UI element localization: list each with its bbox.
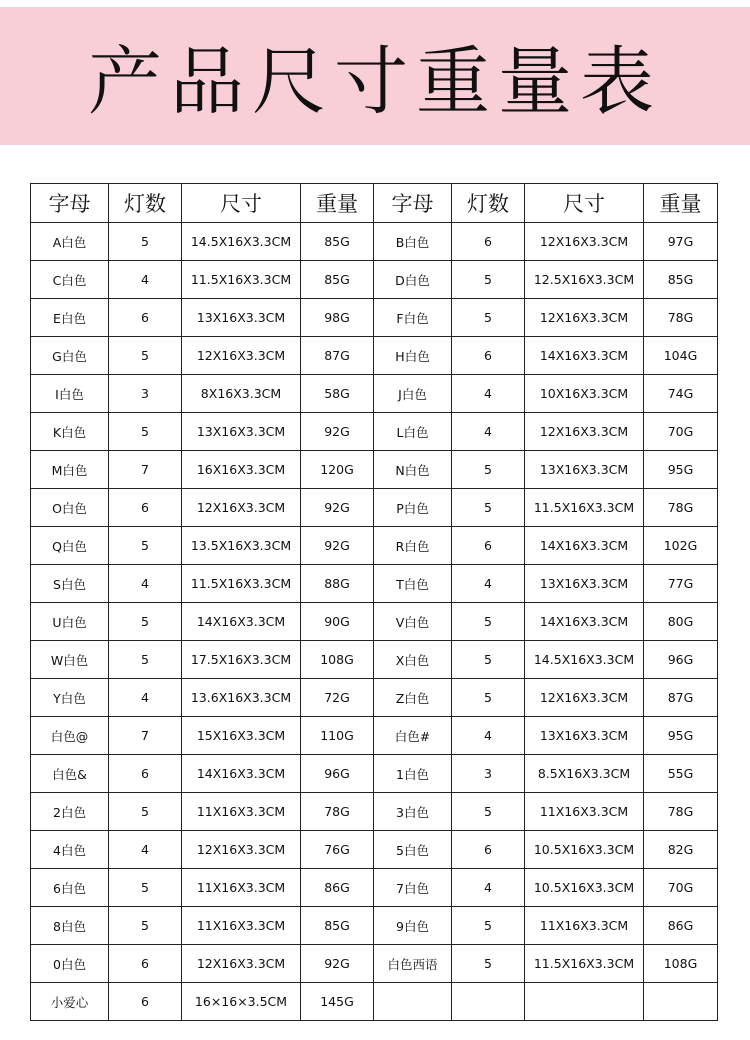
cell-weight-2: 97G bbox=[644, 223, 718, 261]
cell-size: 17.5X16X3.3CM bbox=[182, 641, 301, 679]
cell-size-2: 14.5X16X3.3CM bbox=[525, 641, 644, 679]
cell-weight-2: 74G bbox=[644, 375, 718, 413]
cell-size: 12X16X3.3CM bbox=[182, 337, 301, 375]
table-row bbox=[31, 717, 718, 755]
cell-weight-2: 87G bbox=[644, 679, 718, 717]
cell-weight: 110G bbox=[301, 717, 374, 755]
cell-letter: E白色 bbox=[31, 299, 109, 337]
cell-letter: 2白色 bbox=[31, 793, 109, 831]
cell-letter: 白色@ bbox=[31, 717, 109, 755]
cell-light-count: 5 bbox=[109, 337, 182, 375]
cell-weight: 90G bbox=[301, 603, 374, 641]
cell-letter-2: 1白色 bbox=[374, 755, 452, 793]
table-row bbox=[31, 299, 718, 337]
cell-light-count-2: 5 bbox=[452, 261, 525, 299]
cell-weight-2: 102G bbox=[644, 527, 718, 565]
cell-weight: 145G bbox=[301, 983, 374, 1021]
cell-weight: 78G bbox=[301, 793, 374, 831]
header-light-count-2: 灯数 bbox=[452, 184, 525, 223]
cell-weight: 92G bbox=[301, 945, 374, 983]
cell-size: 13X16X3.3CM bbox=[182, 413, 301, 451]
cell-letter: 6白色 bbox=[31, 869, 109, 907]
table-row bbox=[31, 641, 718, 679]
cell-weight: 72G bbox=[301, 679, 374, 717]
table-row bbox=[31, 451, 718, 489]
cell-size: 12X16X3.3CM bbox=[182, 945, 301, 983]
cell-size-2: 10X16X3.3CM bbox=[525, 375, 644, 413]
cell-size: 15X16X3.3CM bbox=[182, 717, 301, 755]
table-row bbox=[31, 869, 718, 907]
cell-light-count-2: 4 bbox=[452, 869, 525, 907]
page-title: 产品尺寸重量表 bbox=[88, 39, 662, 125]
size-weight-table bbox=[30, 183, 718, 1021]
cell-letter-2: 5白色 bbox=[374, 831, 452, 869]
cell-light-count: 6 bbox=[109, 755, 182, 793]
header-size-2: 尺寸 bbox=[525, 184, 644, 223]
title-banner bbox=[0, 7, 750, 145]
table-row bbox=[31, 945, 718, 983]
cell-letter-2: J白色 bbox=[374, 375, 452, 413]
cell-size: 12X16X3.3CM bbox=[182, 831, 301, 869]
cell-weight: 96G bbox=[301, 755, 374, 793]
cell-light-count: 4 bbox=[109, 565, 182, 603]
cell-light-count-2: 5 bbox=[452, 641, 525, 679]
cell-letter-2: R白色 bbox=[374, 527, 452, 565]
cell-letter-2: 9白色 bbox=[374, 907, 452, 945]
cell-size-2: 14X16X3.3CM bbox=[525, 527, 644, 565]
cell-size: 14X16X3.3CM bbox=[182, 603, 301, 641]
cell-weight-2: 82G bbox=[644, 831, 718, 869]
cell-letter: Y白色 bbox=[31, 679, 109, 717]
cell-letter: K白色 bbox=[31, 413, 109, 451]
cell-light-count-2: 5 bbox=[452, 793, 525, 831]
cell-size: 12X16X3.3CM bbox=[182, 489, 301, 527]
cell-weight-2: 55G bbox=[644, 755, 718, 793]
cell-letter: U白色 bbox=[31, 603, 109, 641]
cell-size: 11X16X3.3CM bbox=[182, 907, 301, 945]
header-weight: 重量 bbox=[301, 184, 374, 223]
cell-letter-2: 7白色 bbox=[374, 869, 452, 907]
cell-light-count-2: 5 bbox=[452, 451, 525, 489]
cell-light-count: 6 bbox=[109, 945, 182, 983]
cell-light-count: 4 bbox=[109, 831, 182, 869]
cell-weight-2: 80G bbox=[644, 603, 718, 641]
cell-light-count: 6 bbox=[109, 983, 182, 1021]
cell-weight-2: 95G bbox=[644, 717, 718, 755]
cell-letter-2: H白色 bbox=[374, 337, 452, 375]
cell-light-count: 5 bbox=[109, 793, 182, 831]
cell-light-count: 5 bbox=[109, 869, 182, 907]
cell-size-2 bbox=[525, 983, 644, 1021]
cell-light-count-2: 5 bbox=[452, 945, 525, 983]
cell-size-2: 11.5X16X3.3CM bbox=[525, 945, 644, 983]
cell-size-2: 12X16X3.3CM bbox=[525, 679, 644, 717]
cell-weight: 92G bbox=[301, 413, 374, 451]
cell-letter-2: V白色 bbox=[374, 603, 452, 641]
cell-size-2: 11X16X3.3CM bbox=[525, 907, 644, 945]
cell-weight-2: 77G bbox=[644, 565, 718, 603]
header-letter-2: 字母 bbox=[374, 184, 452, 223]
cell-size-2: 11X16X3.3CM bbox=[525, 793, 644, 831]
cell-size-2: 11.5X16X3.3CM bbox=[525, 489, 644, 527]
cell-size: 11X16X3.3CM bbox=[182, 793, 301, 831]
cell-size-2: 13X16X3.3CM bbox=[525, 451, 644, 489]
table-row bbox=[31, 413, 718, 451]
cell-letter-2: L白色 bbox=[374, 413, 452, 451]
cell-size: 11.5X16X3.3CM bbox=[182, 565, 301, 603]
cell-light-count-2: 6 bbox=[452, 337, 525, 375]
cell-size: 14X16X3.3CM bbox=[182, 755, 301, 793]
cell-size-2: 14X16X3.3CM bbox=[525, 603, 644, 641]
cell-letter: 白色& bbox=[31, 755, 109, 793]
cell-size: 16X16X3.3CM bbox=[182, 451, 301, 489]
cell-weight: 86G bbox=[301, 869, 374, 907]
cell-light-count-2: 6 bbox=[452, 223, 525, 261]
cell-weight-2: 78G bbox=[644, 299, 718, 337]
cell-letter: A白色 bbox=[31, 223, 109, 261]
cell-letter: G白色 bbox=[31, 337, 109, 375]
cell-light-count: 4 bbox=[109, 679, 182, 717]
cell-size-2: 14X16X3.3CM bbox=[525, 337, 644, 375]
header-weight-2: 重量 bbox=[644, 184, 718, 223]
cell-light-count: 5 bbox=[109, 907, 182, 945]
cell-letter: 4白色 bbox=[31, 831, 109, 869]
cell-letter: S白色 bbox=[31, 565, 109, 603]
cell-letter: 0白色 bbox=[31, 945, 109, 983]
table-row bbox=[31, 337, 718, 375]
cell-weight-2: 86G bbox=[644, 907, 718, 945]
cell-letter: I白色 bbox=[31, 375, 109, 413]
cell-light-count-2: 5 bbox=[452, 679, 525, 717]
cell-size: 14.5X16X3.3CM bbox=[182, 223, 301, 261]
cell-size: 16×16×3.5CM bbox=[182, 983, 301, 1021]
table-row bbox=[31, 907, 718, 945]
table-row bbox=[31, 223, 718, 261]
table-row bbox=[31, 603, 718, 641]
cell-size: 11X16X3.3CM bbox=[182, 869, 301, 907]
cell-weight: 76G bbox=[301, 831, 374, 869]
cell-letter: Q白色 bbox=[31, 527, 109, 565]
cell-weight: 88G bbox=[301, 565, 374, 603]
cell-light-count: 5 bbox=[109, 603, 182, 641]
cell-weight: 85G bbox=[301, 223, 374, 261]
table-row bbox=[31, 983, 718, 1021]
table-row bbox=[31, 793, 718, 831]
cell-weight-2: 78G bbox=[644, 793, 718, 831]
cell-weight-2: 104G bbox=[644, 337, 718, 375]
cell-letter: O白色 bbox=[31, 489, 109, 527]
cell-letter-2: F白色 bbox=[374, 299, 452, 337]
table-row bbox=[31, 831, 718, 869]
cell-weight-2: 108G bbox=[644, 945, 718, 983]
cell-light-count: 5 bbox=[109, 413, 182, 451]
cell-weight: 108G bbox=[301, 641, 374, 679]
cell-size-2: 13X16X3.3CM bbox=[525, 717, 644, 755]
cell-letter-2: 白色# bbox=[374, 717, 452, 755]
cell-letter-2: Z白色 bbox=[374, 679, 452, 717]
cell-weight: 87G bbox=[301, 337, 374, 375]
cell-letter-2: 3白色 bbox=[374, 793, 452, 831]
table-row bbox=[31, 375, 718, 413]
cell-letter-2 bbox=[374, 983, 452, 1021]
cell-size: 8X16X3.3CM bbox=[182, 375, 301, 413]
cell-size-2: 12.5X16X3.3CM bbox=[525, 261, 644, 299]
cell-light-count: 7 bbox=[109, 717, 182, 755]
cell-weight: 92G bbox=[301, 527, 374, 565]
cell-weight-2: 70G bbox=[644, 869, 718, 907]
header-light-count: 灯数 bbox=[109, 184, 182, 223]
cell-size-2: 12X16X3.3CM bbox=[525, 413, 644, 451]
cell-light-count: 5 bbox=[109, 527, 182, 565]
table-row bbox=[31, 679, 718, 717]
cell-letter-2: N白色 bbox=[374, 451, 452, 489]
cell-weight: 85G bbox=[301, 261, 374, 299]
cell-weight: 98G bbox=[301, 299, 374, 337]
cell-size-2: 10.5X16X3.3CM bbox=[525, 831, 644, 869]
cell-size-2: 10.5X16X3.3CM bbox=[525, 869, 644, 907]
cell-letter-2: P白色 bbox=[374, 489, 452, 527]
table-row bbox=[31, 489, 718, 527]
cell-light-count-2: 5 bbox=[452, 489, 525, 527]
cell-light-count: 4 bbox=[109, 261, 182, 299]
table-row bbox=[31, 261, 718, 299]
table-row bbox=[31, 755, 718, 793]
cell-light-count-2 bbox=[452, 983, 525, 1021]
cell-size: 13.5X16X3.3CM bbox=[182, 527, 301, 565]
cell-light-count-2: 5 bbox=[452, 299, 525, 337]
cell-light-count: 5 bbox=[109, 641, 182, 679]
table-body bbox=[31, 223, 718, 1021]
table-row bbox=[31, 527, 718, 565]
cell-weight-2 bbox=[644, 983, 718, 1021]
cell-letter: 8白色 bbox=[31, 907, 109, 945]
cell-letter: 小爱心 bbox=[31, 983, 109, 1021]
cell-letter-2: D白色 bbox=[374, 261, 452, 299]
cell-letter-2: X白色 bbox=[374, 641, 452, 679]
cell-light-count: 6 bbox=[109, 299, 182, 337]
table-row bbox=[31, 565, 718, 603]
cell-light-count-2: 4 bbox=[452, 565, 525, 603]
cell-light-count-2: 6 bbox=[452, 527, 525, 565]
cell-light-count: 5 bbox=[109, 223, 182, 261]
cell-light-count-2: 5 bbox=[452, 907, 525, 945]
cell-size-2: 12X16X3.3CM bbox=[525, 299, 644, 337]
cell-light-count-2: 6 bbox=[452, 831, 525, 869]
cell-letter: C白色 bbox=[31, 261, 109, 299]
cell-light-count: 3 bbox=[109, 375, 182, 413]
cell-weight: 120G bbox=[301, 451, 374, 489]
cell-weight-2: 95G bbox=[644, 451, 718, 489]
cell-size: 13.6X16X3.3CM bbox=[182, 679, 301, 717]
cell-letter-2: 白色西语 bbox=[374, 945, 452, 983]
header-letter: 字母 bbox=[31, 184, 109, 223]
cell-weight-2: 78G bbox=[644, 489, 718, 527]
cell-size: 13X16X3.3CM bbox=[182, 299, 301, 337]
cell-weight: 85G bbox=[301, 907, 374, 945]
cell-light-count-2: 4 bbox=[452, 413, 525, 451]
cell-letter-2: B白色 bbox=[374, 223, 452, 261]
cell-weight-2: 96G bbox=[644, 641, 718, 679]
cell-light-count-2: 4 bbox=[452, 375, 525, 413]
cell-light-count-2: 5 bbox=[452, 603, 525, 641]
cell-size: 11.5X16X3.3CM bbox=[182, 261, 301, 299]
cell-letter-2: T白色 bbox=[374, 565, 452, 603]
header-size: 尺寸 bbox=[182, 184, 301, 223]
cell-size-2: 8.5X16X3.3CM bbox=[525, 755, 644, 793]
cell-weight-2: 85G bbox=[644, 261, 718, 299]
cell-weight-2: 70G bbox=[644, 413, 718, 451]
cell-letter: M白色 bbox=[31, 451, 109, 489]
cell-weight: 58G bbox=[301, 375, 374, 413]
cell-weight: 92G bbox=[301, 489, 374, 527]
cell-light-count: 6 bbox=[109, 489, 182, 527]
cell-size-2: 13X16X3.3CM bbox=[525, 565, 644, 603]
cell-light-count: 7 bbox=[109, 451, 182, 489]
cell-size-2: 12X16X3.3CM bbox=[525, 223, 644, 261]
cell-light-count-2: 4 bbox=[452, 717, 525, 755]
cell-letter: W白色 bbox=[31, 641, 109, 679]
cell-light-count-2: 3 bbox=[452, 755, 525, 793]
header-row bbox=[31, 184, 718, 223]
